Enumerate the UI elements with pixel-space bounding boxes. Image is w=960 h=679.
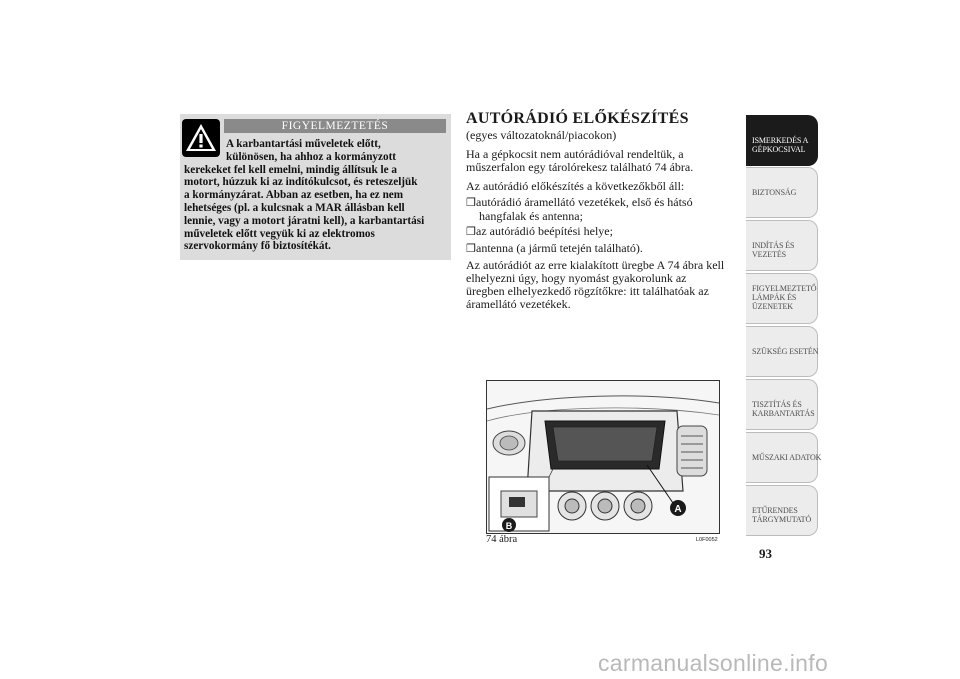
callout-b: B — [505, 521, 513, 531]
warning-text — [184, 138, 448, 253]
warning-line: műveletek előtt vegyük ki az elektromos — [184, 227, 375, 240]
tab-label: MŰSZAKI ADATOK — [752, 453, 822, 462]
tab-label: VEZETÉS — [752, 250, 786, 259]
warning-box — [180, 114, 451, 260]
checkbox-bullet-icon: ❒ — [466, 197, 476, 209]
list-item-text: hangfalak és antenna; — [479, 209, 583, 224]
tab-label: ISMERKEDÉS A — [752, 136, 809, 145]
intro-line: műszerfalon egy tárolórekesz található 74 ábra. — [466, 160, 694, 174]
tab-label: TISZTÍTÁS ÉS — [752, 400, 802, 409]
list-item — [466, 242, 643, 256]
warning-line: motort, húzzuk ki az indítókulcsot, és reteszeljük — [184, 176, 418, 189]
tab-ismerkedes[interactable] — [746, 115, 818, 166]
callout-a: A — [674, 504, 682, 515]
warning-line: a kormányzárat. Abban az esetben, ha ez nem — [184, 189, 404, 202]
checkbox-bullet-icon: ❒ — [466, 243, 476, 255]
section-subtitle: (egyes változatoknál/piacokon) — [466, 128, 617, 142]
list-item-text: antenna (a jármű tetején található). — [476, 241, 643, 255]
outro-line: elhelyezni úgy, hogy nyomást gyakorolunk az — [466, 271, 687, 285]
warning-line: lennie, vagy a motort járatni kell), a karbantartási — [184, 214, 425, 227]
tab-szukseg[interactable] — [746, 326, 818, 377]
watermark: carmanualsonline.info — [598, 650, 829, 676]
section-title: AUTÓRÁDIÓ ELŐKÉSZÍTÉS — [466, 110, 689, 127]
list-item — [466, 225, 613, 239]
list-intro: Az autórádió előkészítés a következőkből áll: — [466, 179, 685, 193]
tab-label: INDÍTÁS ÉS — [752, 241, 795, 250]
warning-heading: FIGYELMEZTETÉS — [224, 119, 446, 133]
list-item — [466, 196, 693, 223]
tab-label: BIZTONSÁG — [752, 188, 797, 197]
page-number: 93 — [759, 546, 772, 561]
tab-label: LÁMPÁK ÉS — [752, 293, 797, 302]
tab-tisztitas[interactable] — [746, 379, 818, 430]
warning-line: kerekeket fel kell emelni, mindig állítsuk le a — [184, 163, 397, 176]
tab-muszaki[interactable] — [746, 432, 822, 483]
dashboard-illustration — [487, 381, 719, 533]
warning-line: szervokormány fő biztosítékát. — [184, 240, 331, 253]
figure-code: L0F0052 — [696, 537, 718, 543]
tab-figyelmezteto[interactable] — [746, 273, 818, 324]
outro-line: áramellátó vezetékek. — [466, 297, 571, 311]
outro-line: Az autórádiót az erre kialakított üregbe A 74 ábra kell — [466, 258, 725, 272]
tab-label: SZÜKSÉG ESETÉN — [752, 347, 819, 356]
figure-caption: 74 ábra — [486, 534, 518, 545]
tab-label: TÁRGYMUTATÓ — [752, 515, 812, 524]
checkbox-bullet-icon: ❒ — [466, 226, 476, 238]
intro-line: Ha a gépkocsit nem autórádióval rendeltük, a — [466, 147, 684, 161]
list-item-text: autórádió áramellátó vezetékek, első és hátsó — [476, 195, 693, 209]
list-item-text: az autórádió beépítési helye; — [476, 224, 613, 238]
warning-line: A karbantartási műveletek előtt, — [226, 138, 381, 150]
dashboard-figure — [486, 380, 720, 534]
tab-biztonsag[interactable] — [746, 167, 818, 218]
tab-label: GÉPKOCSIVAL — [752, 145, 806, 154]
tab-label: FIGYELMEZTETŐ — [752, 284, 817, 293]
tab-targymutato[interactable] — [746, 485, 818, 536]
warning-line: különösen, ha ahhoz a kormányzott — [226, 150, 397, 163]
outro-line: üregben elhelyezkedő rögzítőkre: itt találhatóak az — [466, 284, 709, 298]
tab-label: KARBANTARTÁS — [752, 409, 815, 418]
tab-label: ÜZENETEK — [752, 302, 793, 311]
tab-label: ETŰRENDES — [752, 506, 798, 515]
tab-inditas[interactable] — [746, 220, 818, 271]
warning-line: lehetséges (pl. a kulcsnak a MAR állásban kell — [184, 201, 405, 214]
